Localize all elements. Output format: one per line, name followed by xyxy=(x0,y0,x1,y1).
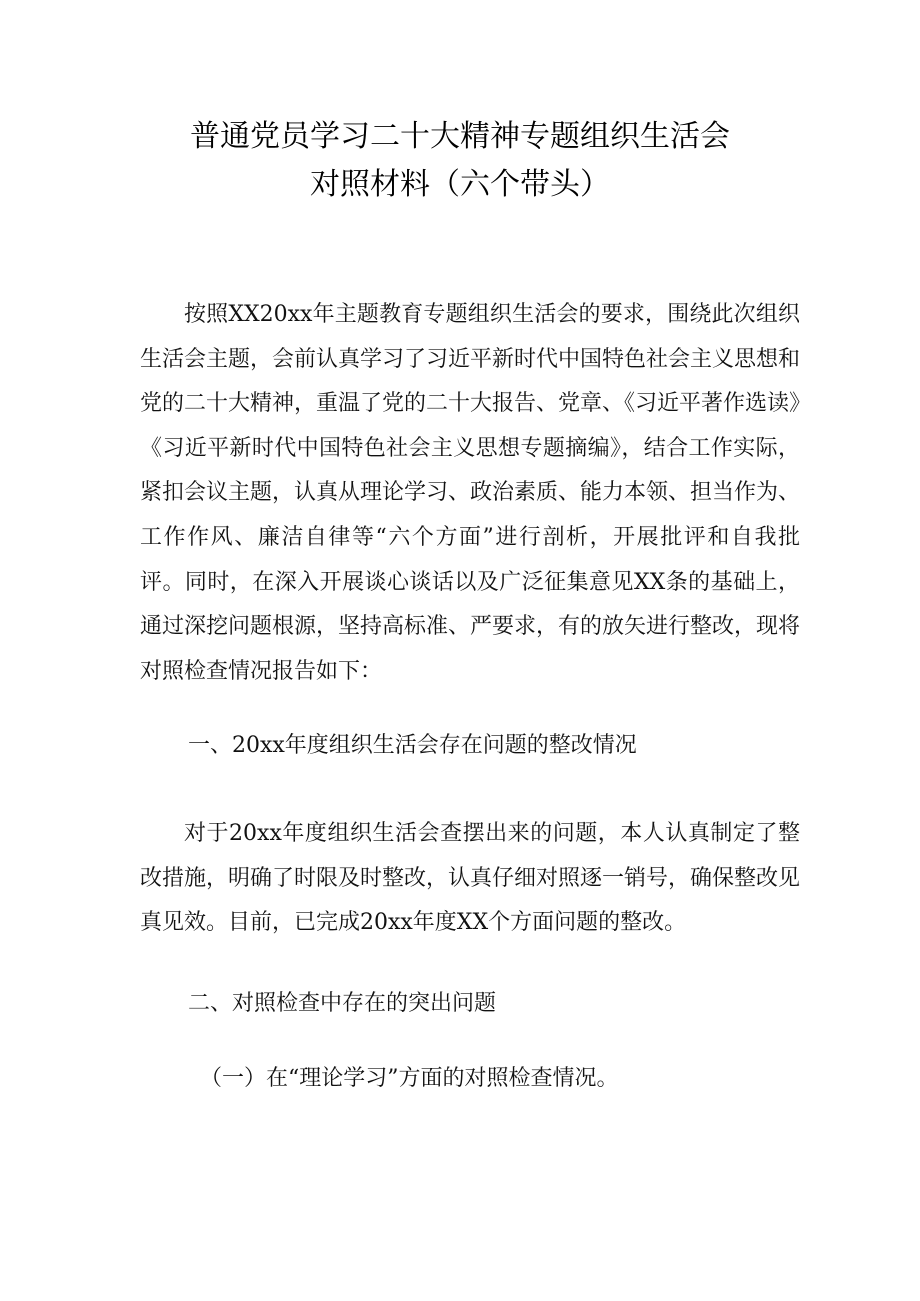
document-title-line-1: 普通党员学习二十大精神专题组织生活会 xyxy=(190,119,730,154)
section-1-heading: 一、20xx年度组织生活会存在问题的整改情况 xyxy=(188,733,637,758)
section-2-heading: 二、对照检查中存在的突出问题 xyxy=(188,991,497,1016)
intro-paragraph: 按照XX20xx年主题教育专题组织生活会的要求，围绕此次组织生活会主题，会前认真学习了习近平新时代中国特色社会主义思想和党的二十大精神，重温了党的二十大报告、党章、《习近平著作选读》《习近平新时代中国特色社会主义思想专题摘编》，结合工作实际，紧扣会议主题，认真从理论学习、政治素质、能力本领、担当作为、工作作风、廉洁自律等“六个方面”进行剖析，开展批评和自我批评。同时，在深入开展谈心谈话以及广泛征集意见XX条的基础上，通过深挖问题根源，坚持高标准、严要求，有的放矢进行整改，现将对照检查情况报告如下： xyxy=(140,302,801,684)
section-2-subheading-1: （一）在“理论学习”方面的对照检查情况。 xyxy=(200,1066,619,1091)
section-1-paragraph: 对于20xx年度组织生活会查摆出来的问题，本人认真制定了整改措施，明确了时限及时整改，认真仔细对照逐一销号，确保整改见真见效。目前，已完成20xx年度XX个方面问题的整改。 xyxy=(140,821,801,936)
document-title-line-2: 对照材料（六个带头） xyxy=(310,167,610,202)
